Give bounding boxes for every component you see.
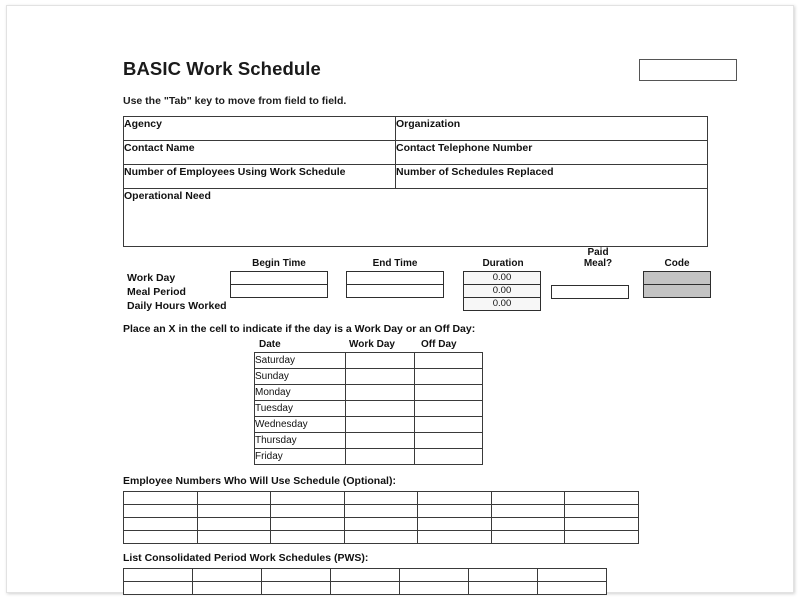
header-duration: Duration	[482, 258, 524, 269]
end-time-inputs	[346, 271, 444, 298]
table-row	[124, 569, 607, 582]
cell-employee-number[interactable]	[197, 505, 271, 518]
input-end-time-meal-period[interactable]	[347, 285, 444, 298]
code-cells	[643, 271, 711, 298]
begin-time-inputs	[230, 271, 328, 298]
agency-info-table	[123, 116, 708, 247]
cell-pws[interactable]	[124, 582, 193, 595]
cell-employee-number[interactable]	[491, 492, 565, 505]
header-code: Code	[664, 258, 690, 269]
table-row	[124, 189, 708, 247]
cell-off-day[interactable]	[415, 385, 483, 401]
field-number-of-schedules-replaced[interactable]: Number of Schedules Replaced	[396, 165, 708, 189]
table-row	[124, 117, 708, 141]
cell-work-day[interactable]	[346, 433, 415, 449]
input-paid-meal[interactable]	[552, 286, 629, 299]
employee-numbers-table	[123, 491, 639, 544]
input-begin-time-work-day[interactable]	[231, 272, 328, 285]
form-body	[123, 56, 723, 595]
table-row	[255, 433, 483, 449]
value-duration-meal-period: 0.00	[464, 285, 541, 298]
day-name: Monday	[255, 385, 346, 401]
value-duration-work-day: 0.00	[464, 272, 541, 285]
input-begin-time-meal-period[interactable]	[231, 285, 328, 298]
day-name: Wednesday	[255, 417, 346, 433]
table-row	[124, 505, 639, 518]
cell-work-day[interactable]	[346, 353, 415, 369]
cell-employee-number[interactable]	[124, 505, 198, 518]
duration-values	[463, 271, 541, 311]
table-row	[124, 518, 639, 531]
cell-employee-number[interactable]	[197, 492, 271, 505]
cell-employee-number[interactable]	[271, 531, 345, 544]
cell-employee-number[interactable]	[197, 518, 271, 531]
field-agency[interactable]: Agency	[124, 117, 396, 141]
cell-employee-number[interactable]	[344, 518, 418, 531]
table-row	[255, 385, 483, 401]
table-row	[255, 449, 483, 465]
cell-pws[interactable]	[331, 569, 400, 582]
time-entry-block	[123, 247, 723, 320]
cell-pws[interactable]	[538, 569, 607, 582]
cell-work-day[interactable]	[346, 369, 415, 385]
employee-numbers-label: Employee Numbers Who Will Use Schedule (Optional):	[123, 475, 396, 487]
header-paid-meal-line1: Paid	[587, 247, 609, 258]
cell-employee-number[interactable]	[491, 531, 565, 544]
day-name: Saturday	[255, 353, 346, 369]
cell-employee-number[interactable]	[124, 518, 198, 531]
page-title: BASIC Work Schedule	[123, 58, 321, 79]
cell-employee-number[interactable]	[565, 492, 639, 505]
header-work-day: Work Day	[349, 339, 395, 350]
cell-employee-number[interactable]	[344, 492, 418, 505]
table-row	[124, 141, 708, 165]
cell-employee-number[interactable]	[344, 505, 418, 518]
cell-employee-number[interactable]	[418, 505, 492, 518]
day-name: Tuesday	[255, 401, 346, 417]
corner-reference-box[interactable]	[639, 59, 737, 81]
cell-employee-number[interactable]	[271, 505, 345, 518]
pws-label: List Consolidated Period Work Schedules (PWS):	[123, 552, 369, 564]
cell-employee-number[interactable]	[271, 518, 345, 531]
cell-employee-number[interactable]	[271, 492, 345, 505]
cell-employee-number[interactable]	[197, 531, 271, 544]
days-instruction: Place an X in the cell to indicate if the day is a Work Day or an Off Day:	[123, 323, 476, 335]
cell-off-day[interactable]	[415, 449, 483, 465]
field-number-of-employees[interactable]: Number of Employees Using Work Schedule	[124, 165, 396, 189]
table-row	[124, 582, 607, 595]
cell-off-day[interactable]	[415, 369, 483, 385]
table-row	[124, 531, 639, 544]
table-row	[255, 401, 483, 417]
input-end-time-work-day[interactable]	[347, 272, 444, 285]
day-name: Thursday	[255, 433, 346, 449]
cell-employee-number[interactable]	[418, 531, 492, 544]
document-subtitle: Use the "Tab" key to move from field to field.	[123, 95, 347, 107]
row-label-work-day: Work Day	[127, 272, 176, 284]
days-section	[123, 339, 723, 467]
cell-employee-number[interactable]	[418, 492, 492, 505]
field-contact-name[interactable]: Contact Name	[124, 141, 396, 165]
cell-off-day[interactable]	[415, 417, 483, 433]
cell-pws[interactable]	[400, 582, 469, 595]
value-code-meal-period	[644, 285, 711, 298]
field-contact-telephone-number[interactable]: Contact Telephone Number	[396, 141, 708, 165]
cell-work-day[interactable]	[346, 449, 415, 465]
table-row	[124, 165, 708, 189]
header-off-day: Off Day	[421, 339, 457, 350]
cell-pws[interactable]	[124, 569, 193, 582]
row-label-daily-hours-worked: Daily Hours Worked	[127, 300, 227, 312]
cell-work-day[interactable]	[346, 417, 415, 433]
cell-pws[interactable]	[331, 582, 400, 595]
cell-employee-number[interactable]	[565, 531, 639, 544]
header-end-time: End Time	[372, 258, 418, 269]
cell-employee-number[interactable]	[491, 518, 565, 531]
day-name: Sunday	[255, 369, 346, 385]
cell-off-day[interactable]	[415, 433, 483, 449]
row-label-meal-period: Meal Period	[127, 286, 186, 298]
cell-off-day[interactable]	[415, 401, 483, 417]
table-row	[255, 369, 483, 385]
table-row	[255, 353, 483, 369]
paid-meal-input-wrap	[551, 285, 629, 299]
page-sheet	[6, 5, 794, 593]
days-table	[254, 352, 483, 465]
field-organization[interactable]: Organization	[396, 117, 708, 141]
pws-table	[123, 568, 607, 595]
header-begin-time: Begin Time	[252, 258, 306, 269]
field-operational-need[interactable]: Operational Need	[124, 189, 708, 247]
cell-off-day[interactable]	[415, 353, 483, 369]
cell-employee-number[interactable]	[344, 531, 418, 544]
value-duration-daily-hours: 0.00	[464, 298, 541, 311]
cell-pws[interactable]	[469, 582, 538, 595]
day-name: Friday	[255, 449, 346, 465]
header-paid-meal-line2: Meal?	[583, 258, 613, 269]
cell-employee-number[interactable]	[565, 505, 639, 518]
cell-employee-number[interactable]	[491, 505, 565, 518]
cell-employee-number[interactable]	[418, 518, 492, 531]
cell-pws[interactable]	[193, 582, 262, 595]
table-row	[255, 417, 483, 433]
document-header	[123, 56, 723, 90]
table-row	[124, 492, 639, 505]
cell-pws[interactable]	[262, 569, 331, 582]
cell-pws[interactable]	[400, 569, 469, 582]
cell-employee-number[interactable]	[565, 518, 639, 531]
cell-work-day[interactable]	[346, 401, 415, 417]
cell-employee-number[interactable]	[124, 492, 198, 505]
cell-pws[interactable]	[262, 582, 331, 595]
cell-pws[interactable]	[469, 569, 538, 582]
cell-work-day[interactable]	[346, 385, 415, 401]
cell-pws[interactable]	[193, 569, 262, 582]
cell-pws[interactable]	[538, 582, 607, 595]
cell-employee-number[interactable]	[124, 531, 198, 544]
value-code-work-day	[644, 272, 711, 285]
header-date: Date	[259, 339, 281, 350]
